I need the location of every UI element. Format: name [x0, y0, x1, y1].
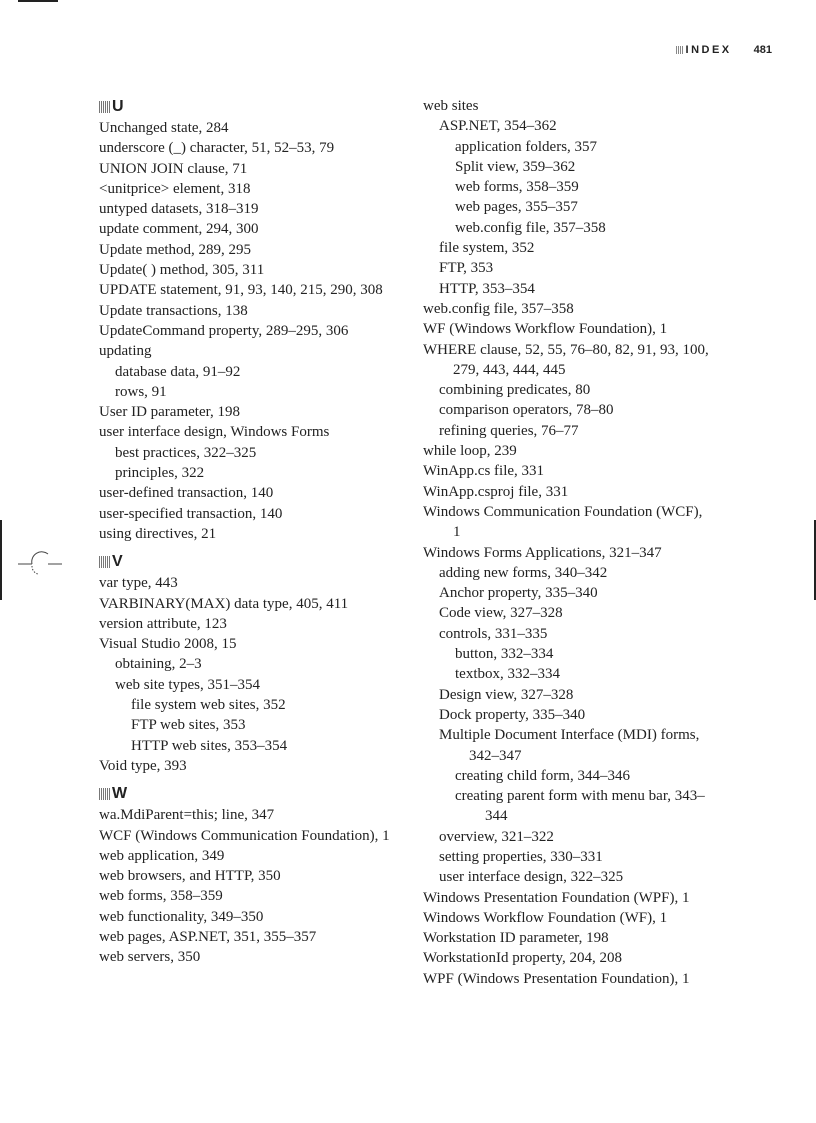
index-entry: UPDATE statement, 91, 93, 140, 215, 290, 308	[99, 282, 383, 299]
letter-heading	[99, 96, 399, 118]
index-entry: while loop, 239	[423, 443, 517, 460]
index-entry: WinApp.csproj file, 331	[423, 483, 569, 500]
index-entry: WHERE clause, 52, 55, 76–80, 82, 91, 93, 100, 279, 443, 444, 445	[423, 341, 709, 378]
index-entry: UNION JOIN clause, 71	[99, 160, 248, 177]
running-head	[676, 44, 772, 56]
index-entry: application folders, 357	[455, 138, 598, 155]
page-number: 481	[753, 44, 772, 56]
letter-heading-text: V	[112, 553, 123, 571]
index-entry: web pages, 355–357	[455, 199, 578, 216]
index-entry: Dock property, 335–340	[439, 706, 586, 723]
section-gap	[99, 544, 399, 551]
index-entry: Update method, 289, 295	[99, 241, 252, 258]
index-entry: User ID parameter, 198	[99, 404, 241, 421]
index-column-left	[99, 96, 399, 968]
index-entry: Windows Communication Foundation (WCF), 1	[423, 503, 703, 541]
index-entry: WPF (Windows Presentation Foundation), 1	[423, 970, 690, 987]
section-gap	[99, 776, 399, 783]
letter-heading-text: W	[112, 785, 128, 803]
index-entry: best practices, 322–325	[115, 444, 257, 461]
index-entry: obtaining, 2–3	[115, 656, 202, 673]
index-entry: Split view, 359–362	[455, 158, 576, 175]
section-marker-icon	[676, 46, 683, 54]
index-entry: setting properties, 330–331	[439, 848, 603, 865]
index-entry: Multiple Document Interface (MDI) forms, 342–347	[439, 727, 700, 764]
letter-marker-icon	[99, 101, 110, 113]
index-entry: untyped datasets, 318–319	[99, 201, 259, 218]
index-entry: FTP web sites, 353	[131, 717, 246, 734]
index-entry: underscore (_) character, 51, 52–53, 79	[99, 140, 335, 157]
index-column-right	[423, 96, 713, 989]
index-entry: wa.MdiParent=this; line, 347	[99, 807, 275, 824]
index-entry: web.config file, 357–358	[455, 219, 606, 236]
index-entry: Unchanged state, 284	[99, 120, 229, 136]
index-entry: web application, 349	[99, 847, 225, 864]
index-entry: Visual Studio 2008, 15	[99, 636, 237, 653]
index-entry: overview, 321–322	[439, 828, 554, 845]
index-entry: FTP, 353	[439, 260, 494, 277]
index-entry: web functionality, 349–350	[99, 908, 264, 925]
index-entry: version attribute, 123	[99, 615, 227, 632]
index-entry: WinApp.cs file, 331	[423, 463, 545, 480]
index-entry: combining predicates, 80	[439, 382, 591, 399]
page-edge-left	[0, 520, 2, 600]
index-entry: using directives, 21	[99, 525, 217, 542]
index-entry: user-defined transaction, 140	[99, 485, 274, 502]
index-entry: Design view, 327–328	[439, 686, 574, 703]
index-entry: refining queries, 76–77	[439, 422, 579, 439]
index-entry: controls, 331–335	[439, 625, 548, 642]
index-entry: web.config file, 357–358	[423, 300, 574, 317]
index-entry: Update transactions, 138	[99, 302, 248, 319]
index-entry: UpdateCommand property, 289–295, 306	[99, 322, 349, 339]
index-entry: adding new forms, 340–342	[439, 564, 608, 581]
letter-heading	[99, 551, 399, 573]
index-entry: Void type, 393	[99, 757, 187, 774]
index-entry: Workstation ID parameter, 198	[423, 930, 609, 947]
index-entry: web forms, 358–359	[455, 179, 579, 196]
index-entry: HTTP, 353–354	[439, 280, 535, 297]
index-entry: web sites	[423, 98, 479, 114]
index-entry: HTTP web sites, 353–354	[131, 737, 288, 754]
index-entry: comparison operators, 78–80	[439, 402, 614, 419]
index-entry: file system, 352	[439, 240, 535, 257]
running-head-title: INDEX	[685, 44, 732, 56]
index-entry: updating	[99, 343, 152, 360]
index-entry: update comment, 294, 300	[99, 221, 259, 238]
index-entry: Windows Presentation Foundation (WPF), 1	[423, 889, 690, 906]
index-entry: user-specified transaction, 140	[99, 505, 283, 522]
index-entry: WCF (Windows Communication Foundation), 1	[99, 827, 390, 844]
index-entry: textbox, 332–334	[455, 666, 560, 683]
index-entry: creating parent form with menu bar, 343–344	[455, 788, 705, 825]
index-entry: user interface design, Windows Forms	[99, 424, 330, 441]
index-entry: WF (Windows Workflow Foundation), 1	[423, 321, 668, 338]
index-entry: WorkstationId property, 204, 208	[423, 950, 623, 967]
index-entry: web forms, 358–359	[99, 888, 223, 905]
index-entry: ASP.NET, 354–362	[439, 118, 557, 135]
index-entry: database data, 91–92	[115, 363, 241, 380]
letter-marker-icon	[99, 788, 110, 800]
index-entry: Code view, 327–328	[439, 605, 563, 622]
index-entry: Update( ) method, 305, 311	[99, 262, 265, 279]
letter-marker-icon	[99, 556, 110, 568]
index-entry: Anchor property, 335–340	[439, 585, 598, 602]
index-entry: web site types, 351–354	[115, 676, 260, 693]
index-entry: var type, 443	[99, 575, 178, 592]
letter-heading-text: U	[112, 98, 124, 115]
index-entry: Windows Forms Applications, 321–347	[423, 544, 662, 561]
index-entry: Windows Workflow Foundation (WF), 1	[423, 909, 668, 926]
index-entry: user interface design, 322–325	[439, 869, 624, 886]
index-entry: web browsers, and HTTP, 350	[99, 868, 281, 885]
index-entry: principles, 322	[115, 465, 205, 482]
index-entry: web servers, 350	[99, 949, 201, 966]
crop-mark-top	[18, 0, 58, 2]
index-entry: <unitprice> element, 318	[99, 180, 251, 197]
letter-heading	[99, 783, 399, 805]
index-entry: creating child form, 344–346	[455, 767, 630, 784]
index-entry: file system web sites, 352	[131, 697, 286, 714]
index-entry: web pages, ASP.NET, 351, 355–357	[99, 928, 317, 945]
registration-mark-icon	[18, 542, 62, 582]
index-entry: rows, 91	[115, 383, 167, 400]
index-entry: button, 332–334	[455, 646, 554, 663]
index-entry: VARBINARY(MAX) data type, 405, 411	[99, 595, 349, 612]
